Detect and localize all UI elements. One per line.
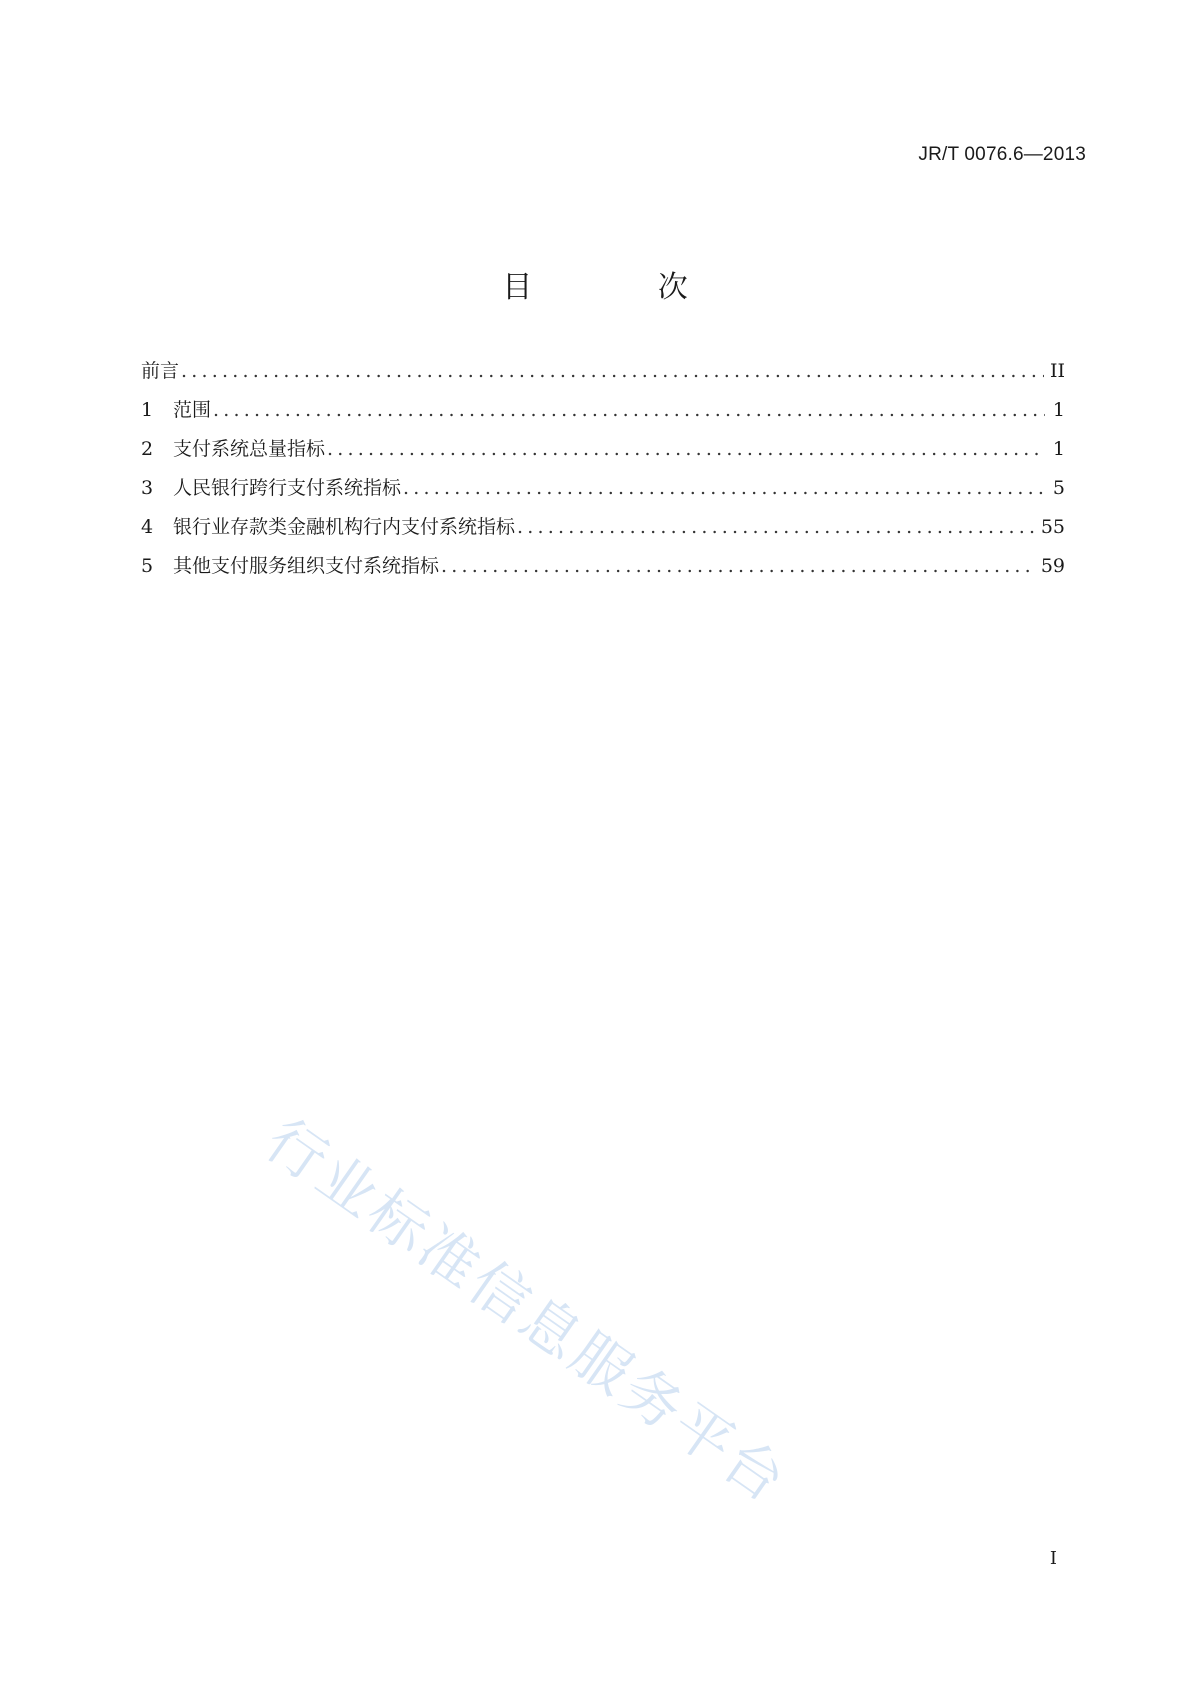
toc-entry-2[interactable] [141,434,1065,473]
toc-leader-dots [213,399,1045,421]
toc-entry-label: 范围 [173,399,212,421]
toc-entry-page: 1 [1052,438,1065,460]
watermark: 行业标准信息服务平台 [253,1105,801,1517]
toc-leader-dots [517,516,1035,538]
toc-entry-number: 2 [141,438,154,460]
toc-entry-number: 5 [141,555,154,577]
toc-entry-page: 1 [1052,399,1065,421]
toc-leader-dots [327,438,1045,460]
toc-leader-dots [441,555,1035,577]
table-of-contents [141,356,1065,590]
toc-entry-label: 其他支付服务组织支付系统指标 [173,555,440,577]
toc-leader-dots [181,360,1044,382]
toc-entry-3[interactable] [141,473,1065,512]
toc-entry-label: 前言 [141,360,180,382]
toc-entry-page: II [1049,360,1065,382]
toc-entry-label: 银行业存款类金融机构行内支付系统指标 [173,516,516,538]
standard-number: JR/T 0076.6—2013 [918,144,1086,165]
toc-entry-page: 5 [1052,477,1065,499]
toc-entry-5[interactable] [141,551,1065,590]
toc-entry-label: 支付系统总量指标 [173,438,326,460]
toc-entry-number: 4 [141,516,154,538]
toc-leader-dots [403,477,1045,499]
toc-entry-page: 59 [1040,555,1065,577]
toc-entry-number: 1 [141,399,154,421]
toc-entry-number: 3 [141,477,154,499]
toc-title: 目 次 [502,270,746,305]
toc-entry-label: 人民银行跨行支付系统指标 [173,477,402,499]
toc-entry-1[interactable] [141,395,1065,434]
toc-entry-page: 55 [1040,516,1065,538]
toc-entry-4[interactable] [141,512,1065,551]
toc-entry-preface[interactable] [141,356,1065,395]
page-number: I [1049,1548,1057,1569]
